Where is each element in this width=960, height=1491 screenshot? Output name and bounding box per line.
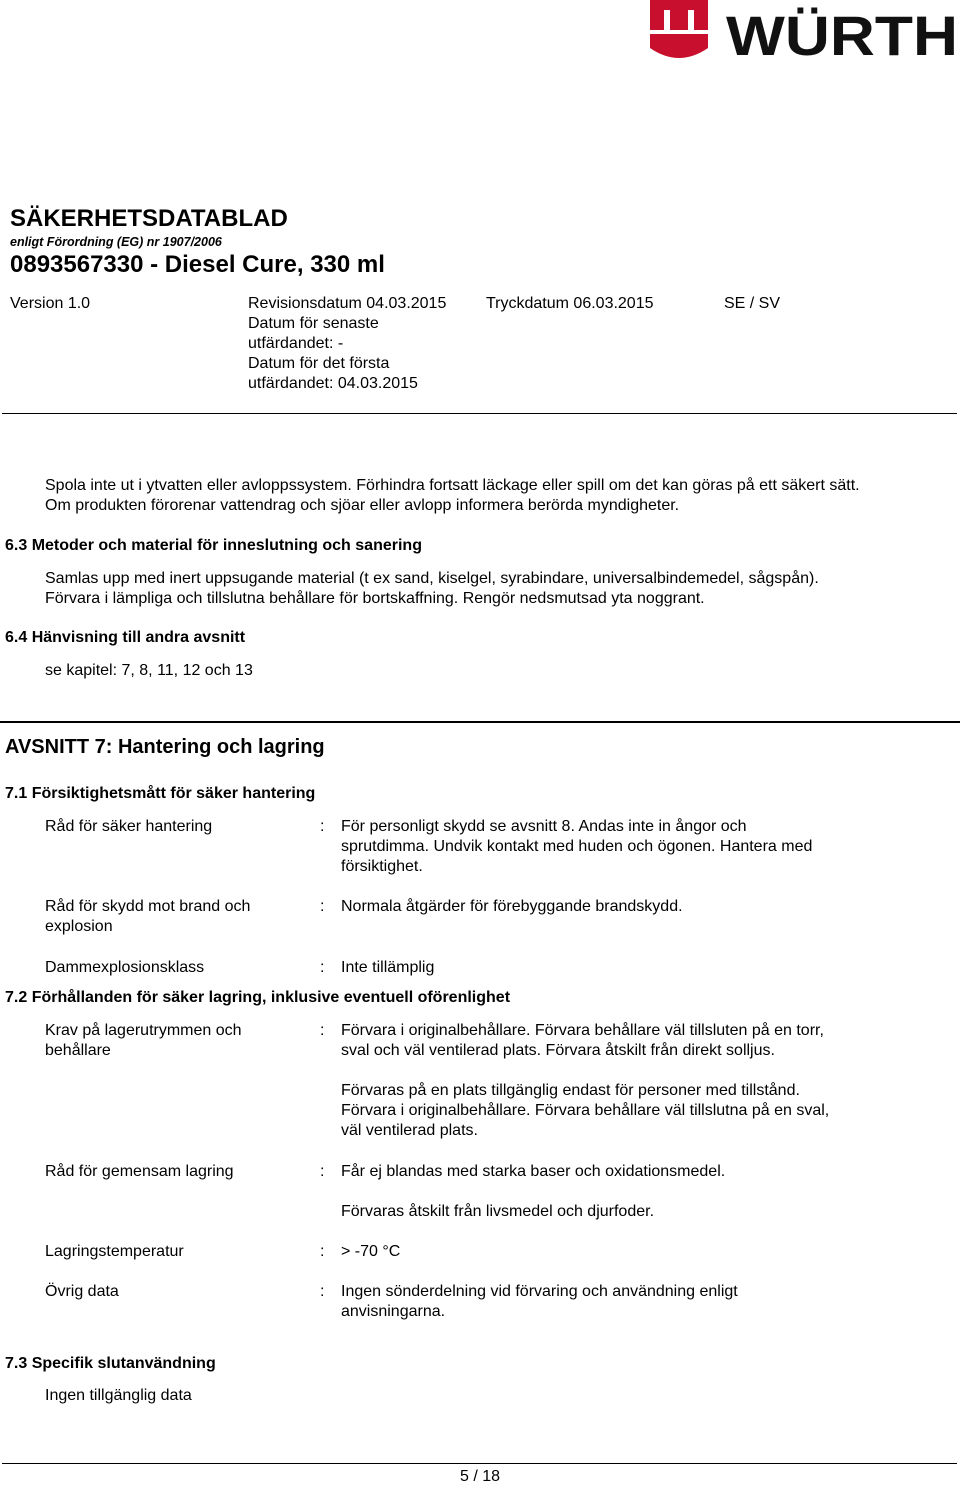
row-label: Dammexplosionsklass (45, 959, 205, 976)
row-value: Får ej blandas med starka baser och oxidationsmedel. (341, 1163, 726, 1180)
s73-text: Ingen tillgänglig data (45, 1387, 192, 1404)
row-colon: : (320, 898, 325, 915)
row-label: Krav på lagerutrymmen och behållare (45, 1022, 242, 1059)
row-value: Förvaras på en plats tillgänglig endast för personer med tillstånd. Förvara i originalbehållare. Förvara behållare väl tillslutna på en sval, väl ventilerad plats. (341, 1082, 830, 1139)
s64-text: se kapitel: 7, 8, 11, 12 och 13 (45, 662, 253, 679)
locale-label: SE / SV (724, 295, 781, 312)
row-value: För personligt skydd se avsnitt 8. Andas inte in ångor och sprutdimma. Undvik kontakt med huden och ögonen. Hantera med försiktighet. (341, 818, 813, 875)
product-name: 0893567330 - Diesel Cure, 330 ml (10, 251, 385, 278)
row-label: Råd för gemensam lagring (45, 1163, 234, 1180)
row-colon: : (320, 1022, 325, 1039)
row-label: Råd för skydd mot brand och explosion (45, 898, 251, 935)
row-value: Inte tillämplig (341, 959, 435, 976)
row-label: Övrig data (45, 1283, 119, 1300)
row-colon: : (320, 1163, 325, 1180)
section-7-title: AVSNITT 7: Hantering och lagring (5, 736, 325, 758)
section-7-3-title: 7.3 Specifik slutanvändning (5, 1355, 216, 1372)
footer-divider (2, 1463, 957, 1464)
wurth-logo (648, 0, 960, 70)
intro-line-1: Spola inte ut i ytvatten eller avloppssystem. Förhindra fortsatt läckage eller spill om det kan göras på ett säkert sätt. (45, 477, 860, 494)
section-7-1-title: 7.1 Försiktighetsmått för säker hantering (5, 785, 316, 802)
row-value: Förvara i originalbehållare. Förvara behållare väl tillsluten på en torr, sval och väl ventilerad plats. Förvara åtskilt från direkt solljus. (341, 1022, 824, 1059)
header-divider (2, 413, 957, 414)
row-label: Lagringstemperatur (45, 1243, 184, 1260)
section-6-4-title: 6.4 Hänvisning till andra avsnitt (5, 629, 246, 646)
revision-block: Revisionsdatum 04.03.2015 Datum för senaste utfärdandet: - Datum för det första utfärdandet: 04.03.2015 (248, 295, 447, 392)
section-7-2-title: 7.2 Förhållanden för säker lagring, inklusive eventuell oförenlighet (5, 989, 511, 1006)
row-colon: : (320, 1243, 325, 1260)
row-value: Ingen sönderdelning vid förvaring och användning enligt anvisningarna. (341, 1283, 738, 1320)
row-value: Normala åtgärder för förebyggande brandskydd. (341, 898, 683, 915)
brand-name: WÜRTH (726, 4, 958, 67)
intro-line-2: Om produkten förorenar vattendrag och sjöar eller avlopp informera berörda myndigheter. (45, 497, 680, 514)
document-title: SÄKERHETSDATABLAD (10, 205, 288, 232)
row-label: Råd för säker hantering (45, 818, 213, 835)
print-date: Tryckdatum 06.03.2015 (486, 295, 654, 312)
s63-line-2: Förvara i lämpliga och tillslutna behållare för bortskaffning. Rengör nedsmutsad yta noggrant. (45, 590, 705, 607)
row-colon: : (320, 818, 325, 835)
s63-line-1: Samlas upp med inert uppsugande material (t ex sand, kiselgel, syrabindare, universalbindemedel, sågspån). (45, 570, 819, 587)
row-colon: : (320, 959, 325, 976)
page-number: 5 / 18 (459, 1468, 501, 1485)
section-6-3-title: 6.3 Metoder och material för inneslutning och sanering (5, 537, 422, 554)
row-value: > -70 °C (341, 1243, 401, 1260)
version-label: Version 1.0 (10, 295, 91, 312)
row-colon: : (320, 1283, 325, 1300)
regulation-note: enligt Förordning (EG) nr 1907/2006 (10, 235, 222, 249)
row-value: Förvaras åtskilt från livsmedel och djurfoder. (341, 1203, 655, 1220)
section-divider (0, 721, 960, 723)
